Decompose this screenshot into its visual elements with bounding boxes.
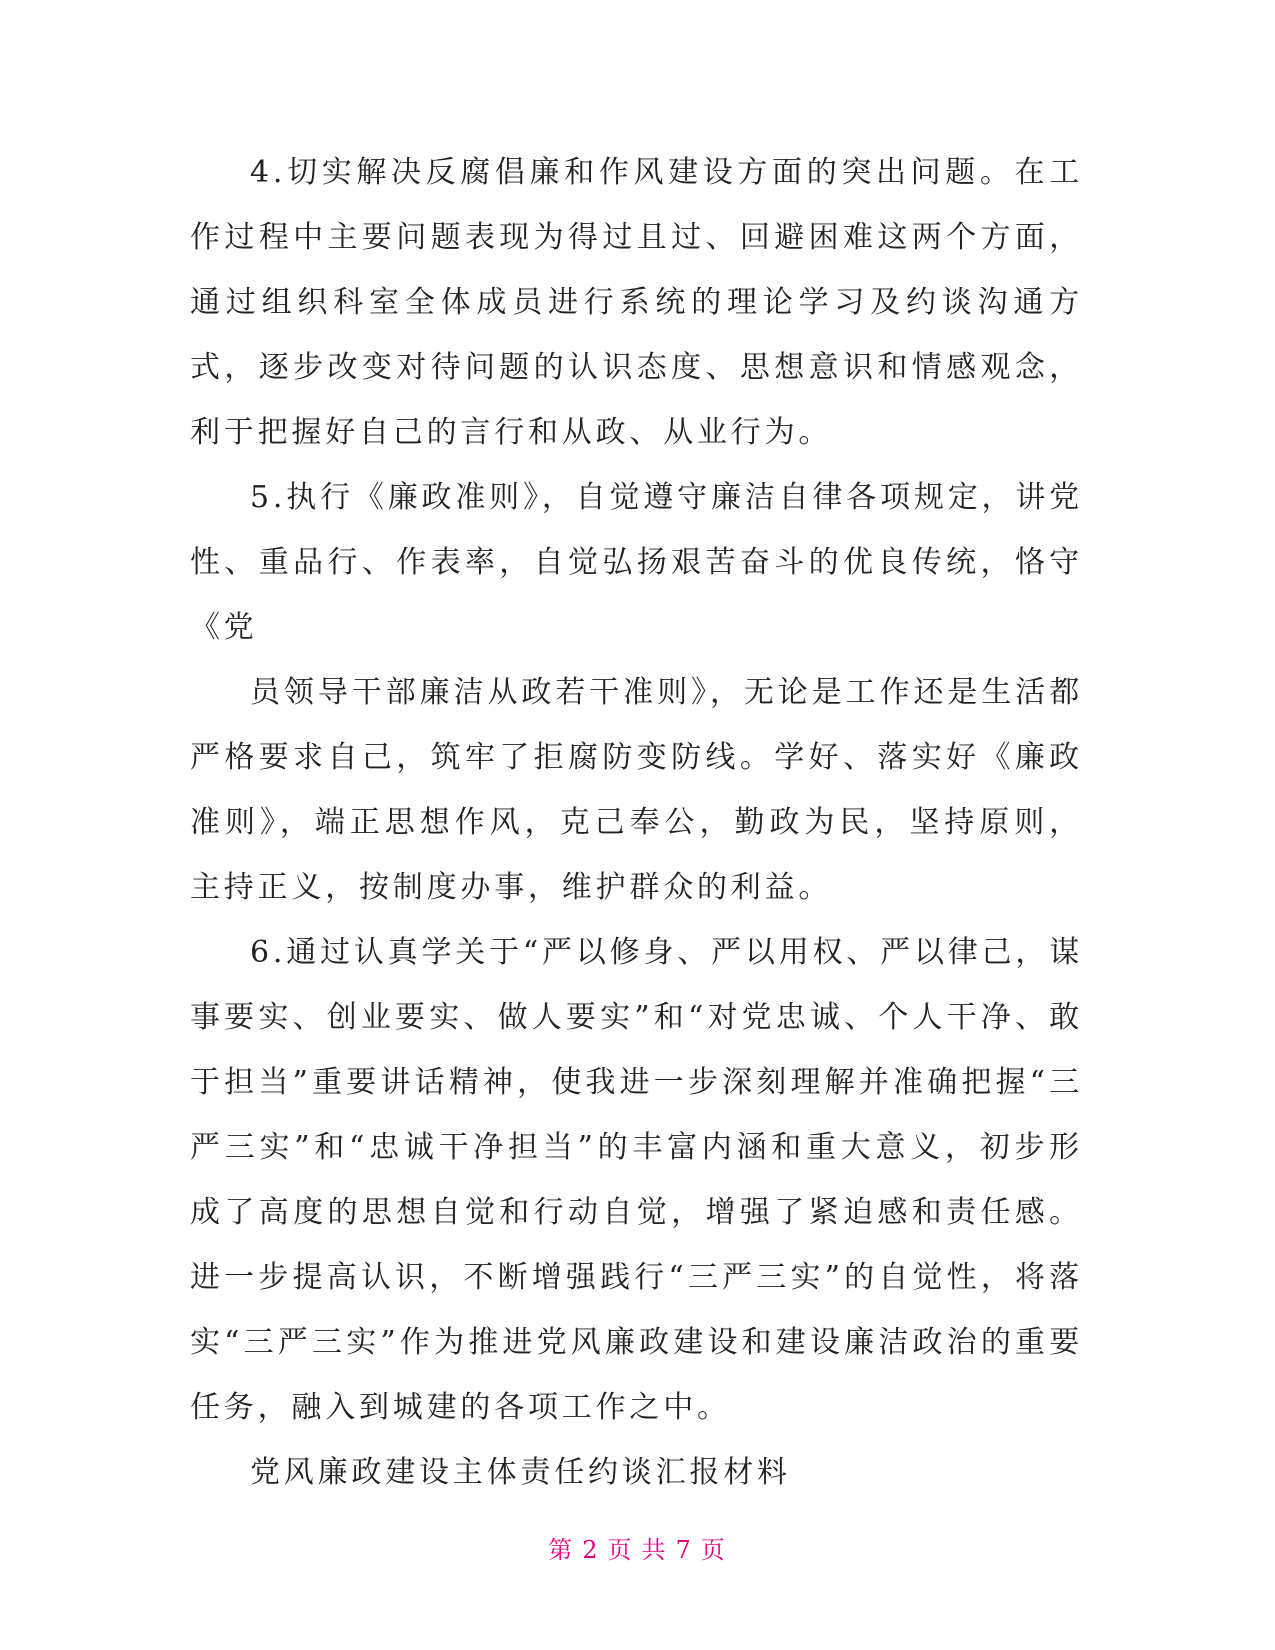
footer-suffix: 页 — [700, 1536, 727, 1564]
page-footer — [0, 1530, 1275, 1565]
footer-page-word: 页 — [607, 1536, 634, 1564]
footer-prefix: 第 — [548, 1536, 575, 1564]
paragraph-item-5: 5.执行《廉政准则》，自觉遵守廉洁自律各项规定，讲党性、重品行、作表率，自觉弘扬艰苦奋斗的优良传统，恪守《党 — [190, 480, 1083, 645]
paragraph-item-4: 4.切实解决反腐倡廉和作风建设方面的突出问题。在工作过程中主要问题表现为得过且过、回避困难这两个方面，通过组织科室全体成员进行系统的理论学习及约谈沟通方式，逐步改变对待问题的认识态度、思想意识和情感观念，利于把握好自己的言行和从政、从业行为。 — [190, 155, 1083, 450]
footer-total-word: 共 — [641, 1536, 668, 1564]
document-body — [190, 140, 1083, 1505]
current-page-number: 2 — [582, 1536, 600, 1564]
paragraph-continuation: 员领导干部廉洁从政若干准则》，无论是工作还是生活都严格要求自己，筑牢了拒腐防变防线。学好、落实好《廉政准则》，端正思想作风，克己奉公，勤政为民，坚持原则，主持正义，按制度办事，维护群众的利益。 — [190, 675, 1083, 905]
paragraph-item-6: 6.通过认真学关于“严以修身、严以用权、严以律己，谋事要实、创业要实、做人要实”和“对党忠诚、个人干净、敢于担当”重要讲话精神，使我进一步深刻理解并准确把握“三严三实”和“忠诚干净担当”的丰富内涵和重大意义，初步形成了高度的思想自觉和行动自觉，增强了紧迫感和责任感。进一步提高认识，不断增强践行“三严三实”的自觉性，将落实“三严三实”作为推进党风廉政建设和建设廉洁政治的重要任务，融入到城建的各项工作之中。 — [190, 935, 1083, 1425]
section-title: 党风廉政建设主体责任约谈汇报材料 — [250, 1455, 791, 1490]
total-page-number: 7 — [675, 1536, 693, 1564]
